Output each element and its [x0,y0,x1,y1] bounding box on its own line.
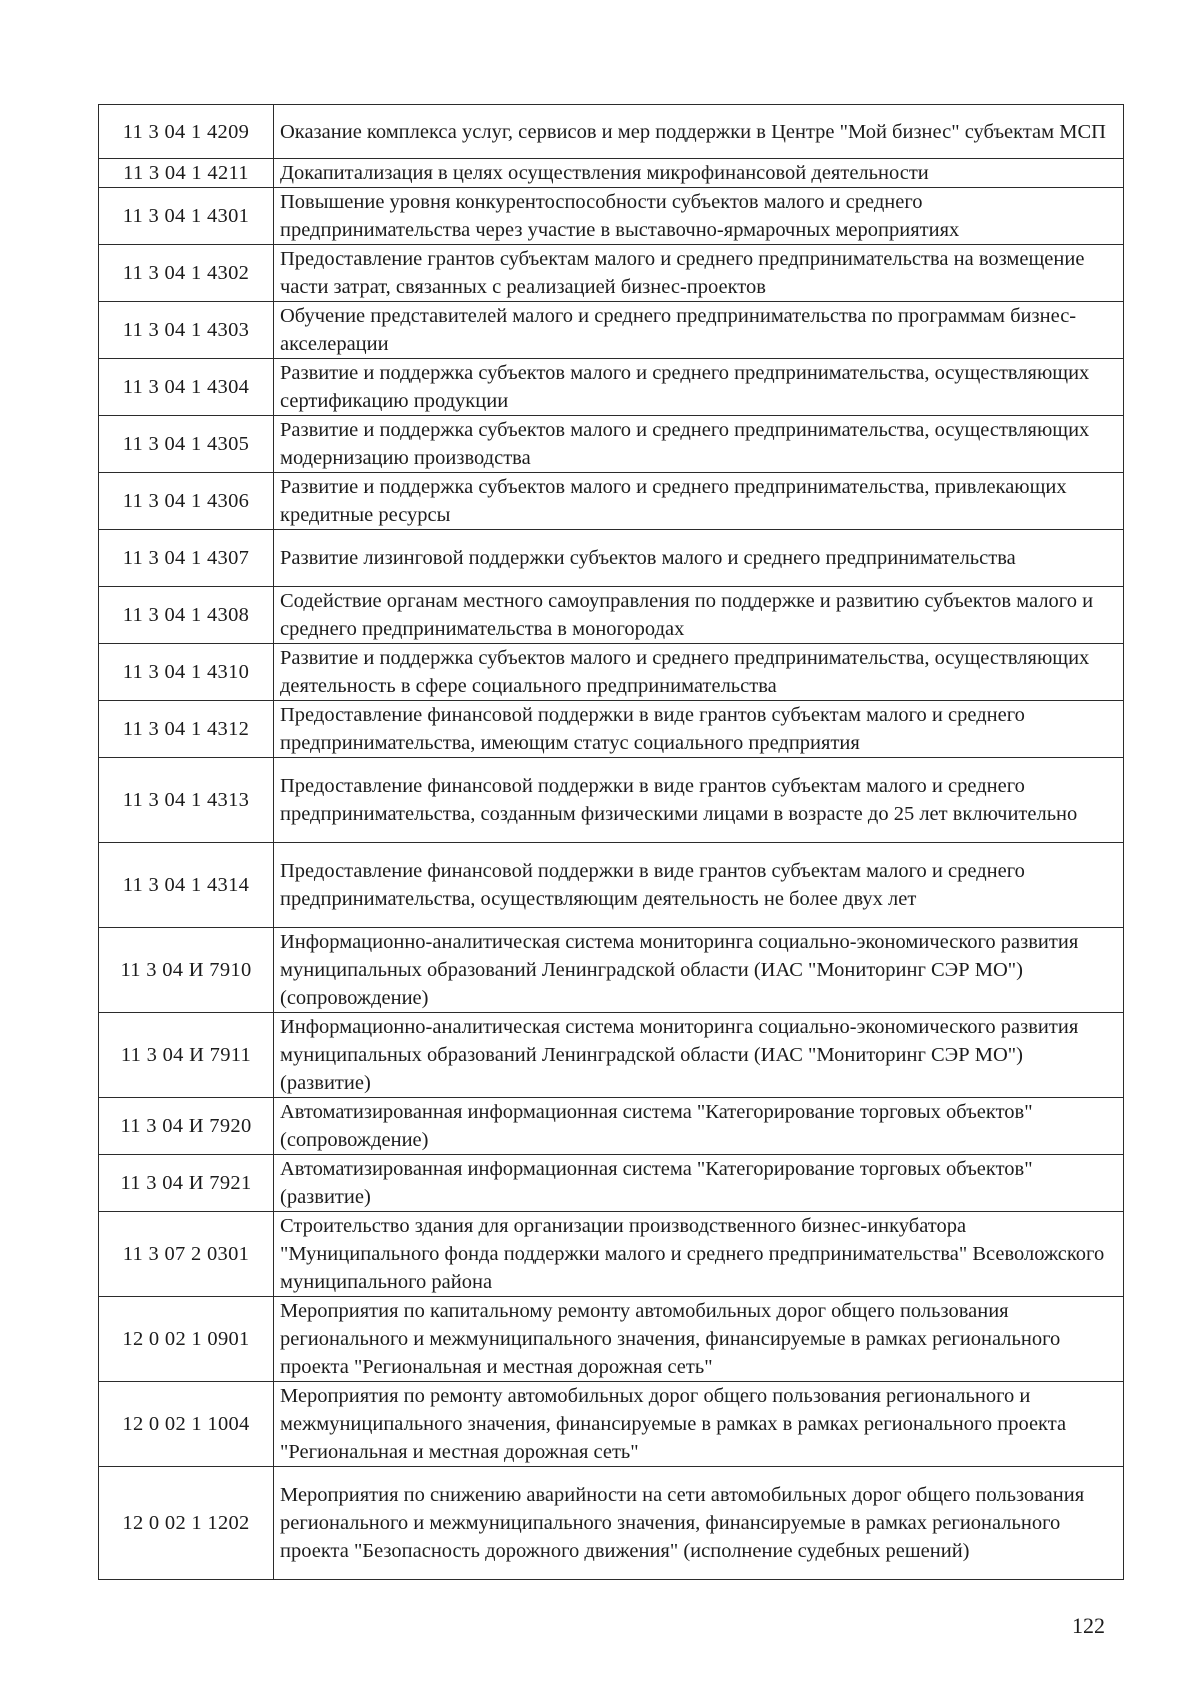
table-row [99,188,1124,245]
code-cell: 12 0 02 1 1202 [99,1467,274,1580]
description-cell: Предоставление финансовой поддержки в виде грантов субъектам малого и среднего предпринимательства, осуществляющим деятельность не более двух лет [274,843,1124,928]
table-row [99,105,1124,159]
description-cell: Предоставление грантов субъектам малого и среднего предпринимательства на возмещение части затрат, связанных с реализацией бизнес-проектов [274,245,1124,302]
table-row [99,1155,1124,1212]
table-row [99,359,1124,416]
description-cell: Предоставление финансовой поддержки в виде грантов субъектам малого и среднего предпринимательства, созданным физическими лицами в возрасте до 25 лет включительно [274,758,1124,843]
table-row [99,701,1124,758]
code-cell: 11 3 04 И 7910 [99,928,274,1013]
table-row [99,159,1124,188]
table-row [99,587,1124,644]
description-cell: Докапитализация в целях осуществления микрофинансовой деятельности [274,159,1124,188]
description-cell: Мероприятия по капитальному ремонту автомобильных дорог общего пользования регионального и межмуниципального значения, финансируемые в рамках регионального проекта "Региональная и местная дорожная сеть" [274,1297,1124,1382]
description-cell: Мероприятия по ремонту автомобильных дорог общего пользования регионального и межмуниципального значения, финансируемые в рамках в рамках регионального проекта "Региональная и местная дорожная сеть" [274,1382,1124,1467]
description-cell: Автоматизированная информационная система "Категорирование торговых объектов" (развитие) [274,1155,1124,1212]
description-cell: Информационно-аналитическая система мониторинга социально-экономического развития муниципальных образований Ленинградской области (ИАС "Мониторинг СЭР МО") (развитие) [274,1013,1124,1098]
description-cell: Мероприятия по снижению аварийности на сети автомобильных дорог общего пользования регионального и межмуниципального значения, финансируемые в рамках регионального проекта "Безопасность дорожного движения" (исполнение судебных решений) [274,1467,1124,1580]
code-cell: 12 0 02 1 0901 [99,1297,274,1382]
code-cell: 11 3 07 2 0301 [99,1212,274,1297]
table-row [99,1297,1124,1382]
table-row [99,1467,1124,1580]
code-cell: 11 3 04 1 4310 [99,644,274,701]
code-cell: 11 3 04 1 4306 [99,473,274,530]
table-row [99,416,1124,473]
table-row [99,473,1124,530]
table-row [99,302,1124,359]
code-cell: 11 3 04 1 4308 [99,587,274,644]
description-cell: Обучение представителей малого и среднего предпринимательства по программам бизнес-акселерации [274,302,1124,359]
description-cell: Развитие лизинговой поддержки субъектов малого и среднего предпринимательства [274,530,1124,587]
description-cell: Развитие и поддержка субъектов малого и среднего предпринимательства, осуществляющих деятельность в сфере социального предпринимательства [274,644,1124,701]
code-cell: 11 3 04 1 4314 [99,843,274,928]
code-cell: 11 3 04 1 4303 [99,302,274,359]
description-cell: Строительство здания для организации производственного бизнес-инкубатора "Муниципального фонда поддержки малого и среднего предпринимательства" Всеволожского муниципального района [274,1212,1124,1297]
code-cell: 11 3 04 1 4312 [99,701,274,758]
table-row [99,1382,1124,1467]
description-cell: Развитие и поддержка субъектов малого и среднего предпринимательства, осуществляющих модернизацию производства [274,416,1124,473]
budget-classification-table [98,104,1124,1580]
code-cell: 11 3 04 1 4307 [99,530,274,587]
page-number: 122 [1072,1613,1105,1638]
table-row [99,843,1124,928]
code-cell: 11 3 04 И 7911 [99,1013,274,1098]
table-row [99,758,1124,843]
code-cell: 11 3 04 1 4304 [99,359,274,416]
description-cell: Предоставление финансовой поддержки в виде грантов субъектам малого и среднего предпринимательства, имеющим статус социального предприятия [274,701,1124,758]
code-cell: 11 3 04 И 7920 [99,1098,274,1155]
code-cell: 11 3 04 1 4211 [99,159,274,188]
description-cell: Информационно-аналитическая система мониторинга социально-экономического развития муниципальных образований Ленинградской области (ИАС "Мониторинг СЭР МО") (сопровождение) [274,928,1124,1013]
description-cell: Оказание комплекса услуг, сервисов и мер поддержки в Центре "Мой бизнес" субъектам МСП [274,105,1124,159]
table-row [99,530,1124,587]
code-cell: 11 3 04 1 4209 [99,105,274,159]
table-row [99,1013,1124,1098]
code-cell: 11 3 04 1 4301 [99,188,274,245]
code-cell: 12 0 02 1 1004 [99,1382,274,1467]
code-cell: 11 3 04 1 4305 [99,416,274,473]
description-cell: Автоматизированная информационная система "Категорирование торговых объектов" (сопровождение) [274,1098,1124,1155]
table-row [99,245,1124,302]
table-row [99,644,1124,701]
code-cell: 11 3 04 И 7921 [99,1155,274,1212]
description-cell: Развитие и поддержка субъектов малого и среднего предпринимательства, привлекающих кредитные ресурсы [274,473,1124,530]
code-cell: 11 3 04 1 4302 [99,245,274,302]
table-row [99,1212,1124,1297]
code-cell: 11 3 04 1 4313 [99,758,274,843]
description-cell: Развитие и поддержка субъектов малого и среднего предпринимательства, осуществляющих сертификацию продукции [274,359,1124,416]
description-cell: Повышение уровня конкурентоспособности субъектов малого и среднего предпринимательства через участие в выставочно-ярмарочных мероприятиях [274,188,1124,245]
table-row [99,1098,1124,1155]
table-row [99,928,1124,1013]
description-cell: Содействие органам местного самоуправления по поддержке и развитию субъектов малого и среднего предпринимательства в моногородах [274,587,1124,644]
